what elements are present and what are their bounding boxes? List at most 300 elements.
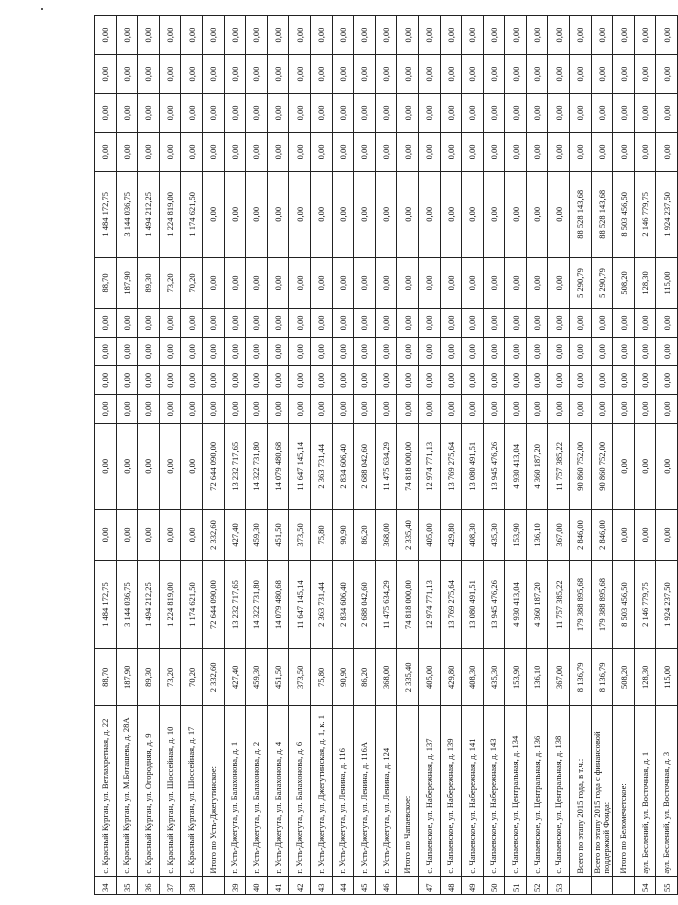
value-cell: 13 080 491,51 [462,423,484,509]
value-cell: 0,00 [354,337,376,366]
value-cell: 0,00 [267,93,289,132]
value-cell: 0,00 [634,16,656,55]
row-number-cell: 40 [246,876,268,894]
address-cell: с. Красный Курган, ул. Шоссейная, д. 17 [181,706,203,876]
value-cell: 0,00 [462,309,484,338]
value-cell: 73,20 [159,649,181,706]
row-number-cell: 50 [483,876,505,894]
address-cell: с. Красный Курган, ул. Шоссейная, д. 10 [159,706,181,876]
value-cell: 0,00 [246,93,268,132]
table-row [116,16,138,895]
value-cell: 187,90 [116,649,138,706]
value-cell: 0,00 [634,423,656,509]
value-cell: 2 335,40 [397,509,419,560]
value-cell: 0,00 [159,309,181,338]
value-cell: 14 079 480,68 [267,423,289,509]
value-cell: 8 136,79 [591,649,613,706]
value-cell: 0,00 [246,55,268,94]
value-cell: 4 360 187,20 [526,561,548,649]
value-cell: 0,00 [418,93,440,132]
value-cell: 0,00 [634,395,656,424]
value-cell: 0,00 [267,16,289,55]
value-cell: 0,00 [634,509,656,560]
address-cell: Итого по Усть-Джегутинское: [202,706,224,876]
value-cell: 0,00 [634,309,656,338]
value-cell: 88,70 [95,649,117,706]
value-cell: 0,00 [202,309,224,338]
value-cell: 0,00 [397,132,419,171]
value-cell: 0,00 [354,395,376,424]
value-cell: 373,50 [289,509,311,560]
value-cell: 0,00 [267,171,289,257]
value-cell: 435,30 [483,509,505,560]
value-cell: 0,00 [354,309,376,338]
value-cell: 0,00 [310,366,332,395]
value-cell: 13 080 491,51 [462,561,484,649]
value-cell: 0,00 [591,366,613,395]
address-cell: аул. Беслений, ул. Восточная, д. 1 [634,706,656,876]
value-cell: 2 688 042,60 [354,561,376,649]
address-cell: г. Усть-Джегута, ул. Балахонова, д. 4 [267,706,289,876]
value-cell: 0,00 [526,55,548,94]
value-cell: 75,80 [310,649,332,706]
value-cell: 0,00 [548,257,570,308]
value-cell: 451,50 [267,649,289,706]
value-cell: 0,00 [138,395,160,424]
value-cell: 0,00 [375,366,397,395]
value-cell: 0,00 [375,337,397,366]
table-total-row [202,16,224,895]
value-cell: 429,80 [440,509,462,560]
value-cell: 0,00 [289,16,311,55]
value-cell: 0,00 [289,395,311,424]
value-cell: 0,00 [95,423,117,509]
row-number-cell: 42 [289,876,311,894]
value-cell: 0,00 [548,366,570,395]
row-number-cell [570,876,592,894]
value-cell: 0,00 [159,55,181,94]
row-number-cell: 43 [310,876,332,894]
value-cell: 508,20 [613,257,635,308]
value-cell: 0,00 [483,93,505,132]
table-row [246,16,268,895]
value-cell: 2 688 042,60 [354,423,376,509]
value-cell: 0,00 [289,257,311,308]
value-cell: 90 860 752,00 [591,423,613,509]
value-cell: 0,00 [656,423,678,509]
value-cell: 0,00 [397,337,419,366]
address-cell: аул. Беслений, ул. Восточная, д. 3 [656,706,678,876]
value-cell: 0,00 [462,171,484,257]
value-cell: 0,00 [483,309,505,338]
row-number-cell: 53 [548,876,570,894]
value-cell: 14 079 480,68 [267,561,289,649]
value-cell: 0,00 [116,337,138,366]
value-cell: 0,00 [505,257,527,308]
value-cell: 179 388 895,68 [591,561,613,649]
value-cell: 0,00 [375,171,397,257]
value-cell: 0,00 [116,132,138,171]
value-cell: 13 232 717,65 [224,423,246,509]
value-cell: 0,00 [483,395,505,424]
value-cell: 153,90 [505,649,527,706]
value-cell: 0,00 [591,55,613,94]
value-cell: 0,00 [289,93,311,132]
value-cell: 0,00 [159,423,181,509]
table-total-row [570,16,592,895]
value-cell: 0,00 [397,16,419,55]
value-cell: 0,00 [634,366,656,395]
value-cell: 0,00 [418,132,440,171]
value-cell: 0,00 [310,132,332,171]
value-cell: 89,30 [138,257,160,308]
value-cell: 1 174 621,50 [181,561,203,649]
value-cell: 0,00 [267,309,289,338]
value-cell: 0,00 [613,395,635,424]
value-cell: 0,00 [116,366,138,395]
value-cell: 0,00 [310,395,332,424]
address-cell: г. Усть-Джегута, ул. Джегутинская, д. 1, к. 1 [310,706,332,876]
table-total-row [613,16,635,895]
value-cell: 0,00 [440,171,462,257]
value-cell: 0,00 [483,16,505,55]
table-row [634,16,656,895]
value-cell: 0,00 [267,366,289,395]
value-cell: 0,00 [267,132,289,171]
row-number-cell: 49 [462,876,484,894]
table-row [548,16,570,895]
table-row [462,16,484,895]
value-cell: 2 146 779,75 [634,561,656,649]
value-cell: 0,00 [397,309,419,338]
value-cell: 0,00 [656,309,678,338]
value-cell: 2 335,40 [397,649,419,706]
value-cell: 0,00 [591,337,613,366]
value-cell: 0,00 [224,55,246,94]
row-number-cell: 38 [181,876,203,894]
table-total-row [591,16,613,895]
address-cell: с. Красный Курган, ул. Огородняя, д. 9 [138,706,160,876]
value-cell: 0,00 [548,55,570,94]
value-cell: 459,30 [246,509,268,560]
value-cell: 12 974 771,13 [418,423,440,509]
value-cell: 4 360 187,20 [526,423,548,509]
housing-program-table [94,15,678,895]
value-cell: 367,00 [548,649,570,706]
value-cell: 0,00 [548,171,570,257]
value-cell: 0,00 [526,395,548,424]
value-cell: 0,00 [634,55,656,94]
value-cell: 0,00 [483,55,505,94]
value-cell: 0,00 [332,257,354,308]
value-cell: 0,00 [95,132,117,171]
value-cell: 0,00 [267,257,289,308]
row-number-cell: 39 [224,876,246,894]
value-cell: 0,00 [591,309,613,338]
value-cell: 0,00 [505,395,527,424]
value-cell: 2 834 606,40 [332,423,354,509]
value-cell: 90 860 752,00 [570,423,592,509]
address-cell: с. Красный Курган, ул. Ветлахретная, д. 22 [95,706,117,876]
value-cell: 0,00 [440,366,462,395]
table-row [181,16,203,895]
value-cell: 0,00 [505,16,527,55]
value-cell: 0,00 [656,395,678,424]
value-cell: 0,00 [159,509,181,560]
value-cell: 0,00 [526,93,548,132]
table-row [354,16,376,895]
value-cell: 2 834 606,40 [332,561,354,649]
value-cell: 0,00 [397,93,419,132]
value-cell: 0,00 [95,55,117,94]
value-cell: 0,00 [138,132,160,171]
value-cell: 11 647 145,14 [289,561,311,649]
value-cell: 429,80 [440,649,462,706]
value-cell: 0,00 [95,16,117,55]
value-cell: 0,00 [289,309,311,338]
table-row [418,16,440,895]
value-cell: 0,00 [483,366,505,395]
value-cell: 0,00 [505,309,527,338]
value-cell: 0,00 [397,366,419,395]
value-cell: 0,00 [246,366,268,395]
value-cell: 11 475 634,29 [375,423,397,509]
row-number-cell: 34 [95,876,117,894]
value-cell: 0,00 [267,395,289,424]
value-cell: 0,00 [656,337,678,366]
value-cell: 0,00 [95,337,117,366]
value-cell: 0,00 [375,16,397,55]
value-cell: 8 503 456,50 [613,171,635,257]
table-row [656,16,678,895]
address-cell: Итого по Чапаевское: [397,706,419,876]
value-cell: 0,00 [375,55,397,94]
address-cell: с. Чапаевское, ул. Центральная, д. 134 [505,706,527,876]
value-cell: 0,00 [505,132,527,171]
value-cell: 0,00 [526,366,548,395]
value-cell: 0,00 [332,366,354,395]
value-cell: 179 388 895,68 [570,561,592,649]
value-cell: 2 332,60 [202,509,224,560]
value-cell: 0,00 [246,132,268,171]
value-cell: 373,50 [289,649,311,706]
value-cell: 128,30 [634,257,656,308]
value-cell: 0,00 [267,337,289,366]
value-cell: 11 475 634,29 [375,561,397,649]
value-cell: 0,00 [332,132,354,171]
value-cell: 0,00 [656,55,678,94]
value-cell: 88,70 [95,257,117,308]
value-cell: 8 136,79 [570,649,592,706]
address-cell: Итого по Беломечетское: [613,706,635,876]
value-cell: 70,20 [181,649,203,706]
value-cell: 0,00 [440,16,462,55]
value-cell: 0,00 [116,509,138,560]
value-cell: 1 484 172,75 [95,561,117,649]
value-cell: 0,00 [440,395,462,424]
value-cell: 405,00 [418,509,440,560]
value-cell: 0,00 [354,55,376,94]
value-cell: 0,00 [505,55,527,94]
value-cell: 0,00 [289,132,311,171]
value-cell: 0,00 [202,337,224,366]
value-cell: 2 846,00 [591,509,613,560]
value-cell: 0,00 [95,309,117,338]
value-cell: 0,00 [202,257,224,308]
table-row [310,16,332,895]
value-cell: 0,00 [656,132,678,171]
address-cell: г. Усть-Джегута, ул. Балахонова, д. 2 [246,706,268,876]
address-cell: с. Чапаевское, ул. Набережная, д. 143 [483,706,505,876]
value-cell: 0,00 [570,309,592,338]
value-cell: 0,00 [570,55,592,94]
table-row [505,16,527,895]
table-row [95,16,117,895]
address-cell: Всего по этапу 2015 года с финансовой поддержкой Фонда: [591,706,613,876]
value-cell: 0,00 [202,55,224,94]
value-cell: 427,40 [224,649,246,706]
value-cell: 1 494 212,25 [138,171,160,257]
value-cell: 0,00 [224,395,246,424]
value-cell: 0,00 [483,337,505,366]
table-row [483,16,505,895]
value-cell: 0,00 [354,171,376,257]
value-cell: 0,00 [138,309,160,338]
value-cell: 89,30 [138,649,160,706]
address-cell: с. Чапаевское, ул. Центральная, д. 138 [548,706,570,876]
value-cell: 0,00 [310,337,332,366]
value-cell: 368,00 [375,509,397,560]
value-cell: 0,00 [224,257,246,308]
value-cell: 0,00 [159,16,181,55]
value-cell: 0,00 [462,55,484,94]
value-cell: 0,00 [354,93,376,132]
value-cell: 1 484 172,75 [95,171,117,257]
value-cell: 368,00 [375,649,397,706]
value-cell: 128,30 [634,649,656,706]
value-cell: 408,30 [462,649,484,706]
value-cell: 0,00 [418,16,440,55]
value-cell: 0,00 [656,366,678,395]
value-cell: 0,00 [440,309,462,338]
value-cell: 508,20 [613,649,635,706]
value-cell: 75,80 [310,509,332,560]
value-cell: 0,00 [159,395,181,424]
value-cell: 0,00 [354,132,376,171]
value-cell: 0,00 [548,309,570,338]
value-cell: 0,00 [418,171,440,257]
value-cell: 0,00 [159,337,181,366]
row-number-cell [202,876,224,894]
value-cell: 0,00 [224,171,246,257]
value-cell: 0,00 [354,366,376,395]
value-cell: 0,00 [375,257,397,308]
value-cell: 90,90 [332,509,354,560]
value-cell: 0,00 [310,309,332,338]
value-cell: 187,90 [116,257,138,308]
value-cell: 13 769 275,64 [440,423,462,509]
value-cell: 12 974 771,13 [418,561,440,649]
value-cell: 14 322 731,80 [246,561,268,649]
value-cell: 2 363 731,44 [310,423,332,509]
value-cell: 153,90 [505,509,527,560]
value-cell: 0,00 [289,337,311,366]
value-cell: 0,00 [375,309,397,338]
table-row [138,16,160,895]
value-cell: 0,00 [332,395,354,424]
row-number-cell: 35 [116,876,138,894]
value-cell: 70,20 [181,257,203,308]
value-cell: 0,00 [246,16,268,55]
value-cell: 4 930 413,04 [505,561,527,649]
value-cell: 0,00 [548,16,570,55]
value-cell: 74 818 000,00 [397,423,419,509]
address-cell: с. Чапаевское, ул. Набережная, д. 139 [440,706,462,876]
value-cell: 405,00 [418,649,440,706]
row-number-cell: 37 [159,876,181,894]
value-cell: 0,00 [181,93,203,132]
value-cell: 0,00 [181,395,203,424]
value-cell: 3 144 036,75 [116,171,138,257]
value-cell: 0,00 [116,55,138,94]
value-cell: 86,20 [354,649,376,706]
value-cell: 0,00 [159,93,181,132]
value-cell: 0,00 [397,257,419,308]
value-cell: 8 503 456,50 [613,561,635,649]
value-cell: 1 494 212,25 [138,561,160,649]
value-cell: 2 363 731,44 [310,561,332,649]
value-cell: 0,00 [440,257,462,308]
value-cell: 0,00 [95,93,117,132]
value-cell: 86,20 [354,509,376,560]
value-cell: 5 290,79 [570,257,592,308]
value-cell: 1 174 621,50 [181,171,203,257]
value-cell: 0,00 [246,337,268,366]
value-cell: 0,00 [591,93,613,132]
value-cell: 1 924 237,50 [656,171,678,257]
value-cell: 136,10 [526,509,548,560]
row-number-cell: 52 [526,876,548,894]
value-cell: 0,00 [159,366,181,395]
value-cell: 0,00 [332,55,354,94]
value-cell: 0,00 [181,509,203,560]
value-cell: 0,00 [332,337,354,366]
value-cell: 0,00 [613,366,635,395]
value-cell: 0,00 [526,309,548,338]
value-cell: 0,00 [138,55,160,94]
value-cell: 0,00 [634,93,656,132]
value-cell: 0,00 [440,337,462,366]
value-cell: 115,00 [656,649,678,706]
value-cell: 0,00 [591,16,613,55]
value-cell: 0,00 [418,395,440,424]
value-cell: 115,00 [656,257,678,308]
value-cell: 0,00 [526,132,548,171]
value-cell: 13 232 717,65 [224,561,246,649]
value-cell: 0,00 [181,55,203,94]
value-cell: 0,00 [332,16,354,55]
value-cell: 0,00 [570,395,592,424]
value-cell: 0,00 [138,423,160,509]
value-cell: 0,00 [116,309,138,338]
value-cell: 0,00 [570,16,592,55]
value-cell: 0,00 [116,16,138,55]
value-cell: 0,00 [375,395,397,424]
row-number-cell [613,876,635,894]
value-cell: 0,00 [462,16,484,55]
value-cell: 0,00 [526,16,548,55]
value-cell: 0,00 [440,55,462,94]
